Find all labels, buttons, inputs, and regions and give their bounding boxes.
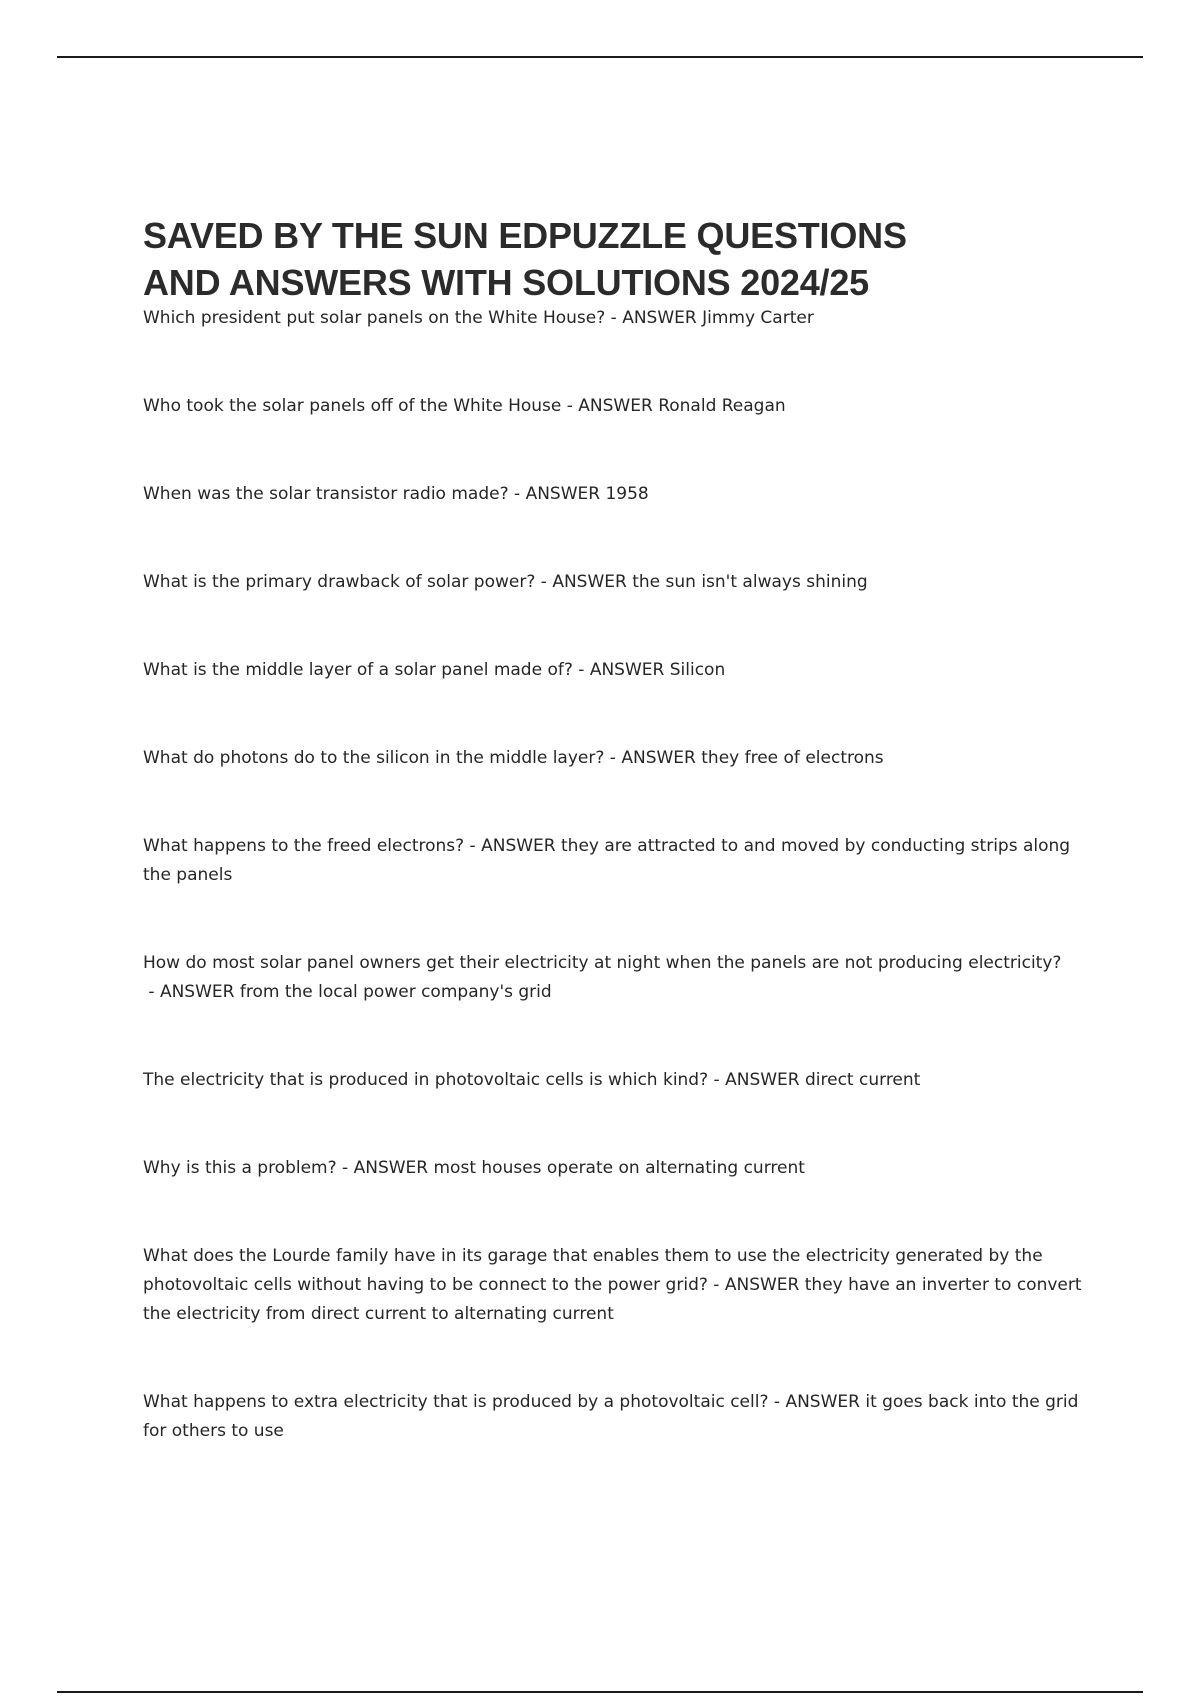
qa-item-11: What does the Lourde family have in its garage that enables them to use the electricity generated by the photovoltaic cells without having to be connect to the power grid? - ANSWER they have an inverter to convert the electricity from direct current to alternating current [143,1246,1082,1324]
question-text: When was the solar transistor radio made? [143,484,509,504]
answer-text: they have an inverter to convert the electricity from direct current to alternating current [143,1275,1082,1324]
answer-text: Ronald Reagan [658,396,786,416]
answer-text: it goes back into the grid for others to use [143,1392,1079,1441]
question-text: What do photons do to the silicon in the middle layer? [143,748,605,768]
document-body [143,212,1083,1446]
answer-marker: ANSWER [159,982,235,1002]
answer-text: Silicon [669,660,726,680]
answer-text: 1958 [605,484,649,504]
question-text: Who took the solar panels off of the White House [143,396,562,416]
answer-marker: ANSWER [725,1070,800,1090]
qa-item-10: Why is this a problem? - ANSWER most houses operate on alternating current [143,1158,805,1178]
qa-item-6: What do photons do to the silicon in the middle layer? - ANSWER they free of electrons [143,748,884,768]
question-text: Why is this a problem? [143,1158,337,1178]
question-text: What does the Lourde family have in its garage that enables them to use the electricity generated by the photovoltaic cells without having to be connect to the power grid? [143,1246,1043,1295]
answer-marker: ANSWER [552,572,627,592]
qa-item-8: How do most solar panel owners get their electricity at night when the panels are not producing electricity? - ANSWER from the local power company's grid [143,953,1062,1002]
qa-item-2: Who took the solar panels off of the White House - ANSWER Ronald Reagan [143,396,786,416]
title-line-2: AND ANSWERS WITH SOLUTIONS 2024/25 [143,262,869,303]
bottom-rule [57,1691,1143,1693]
question-text: The electricity that is produced in photovoltaic cells is which kind? [143,1070,709,1090]
answer-text: most houses operate on alternating current [433,1158,805,1178]
question-text: What happens to the freed electrons? [143,836,465,856]
qa-item-7: What happens to the freed electrons? - ANSWER they are attracted to and moved by conducting strips along the panels [143,836,1071,885]
qa-item-5: What is the middle layer of a solar panel made of? - ANSWER Silicon [143,660,726,680]
answer-text: from the local power company's grid [239,982,552,1002]
question-text: How do most solar panel owners get their electricity at night when the panels are not producing electricity? [143,953,1062,973]
qa-item-3: When was the solar transistor radio made? - ANSWER 1958 [143,484,649,504]
question-text: What is the primary drawback of solar power? [143,572,536,592]
question-text: What is the middle layer of a solar panel made of? [143,660,573,680]
qa-list [143,304,1083,1446]
qa-item-9: The electricity that is produced in photovoltaic cells is which kind? - ANSWER direct current [143,1070,921,1090]
answer-text: the sun isn't always shining [632,572,868,592]
qa-item-1: Which president put solar panels on the White House? - ANSWER Jimmy Carter [143,308,814,328]
answer-text: Jimmy Carter [702,308,814,328]
title-line-1: SAVED BY THE SUN EDPUZZLE QUESTIONS [143,215,907,256]
top-rule [57,56,1143,58]
answer-marker: ANSWER [353,1158,429,1178]
answer-marker: ANSWER [481,836,556,856]
answer-marker: ANSWER [622,308,697,328]
answer-marker: ANSWER [724,1275,800,1295]
answer-marker: ANSWER [621,748,696,768]
document-title [143,212,1083,306]
answer-text: they are attracted to and moved by conducting strips along the panels [143,836,1071,885]
qa-item-12: What happens to extra electricity that is produced by a photovoltaic cell? - ANSWER it goes back into the grid for others to use [143,1392,1079,1441]
qa-item-4: What is the primary drawback of solar power? - ANSWER the sun isn't always shining [143,572,868,592]
answer-text: direct current [805,1070,921,1090]
answer-marker: ANSWER [589,660,665,680]
answer-marker: ANSWER [785,1392,860,1412]
question-text: What happens to extra electricity that is produced by a photovoltaic cell? [143,1392,769,1412]
answer-marker: ANSWER [578,396,653,416]
answer-text: they free of electrons [701,748,884,768]
answer-marker: ANSWER [525,484,601,504]
question-text: Which president put solar panels on the White House? [143,308,606,328]
